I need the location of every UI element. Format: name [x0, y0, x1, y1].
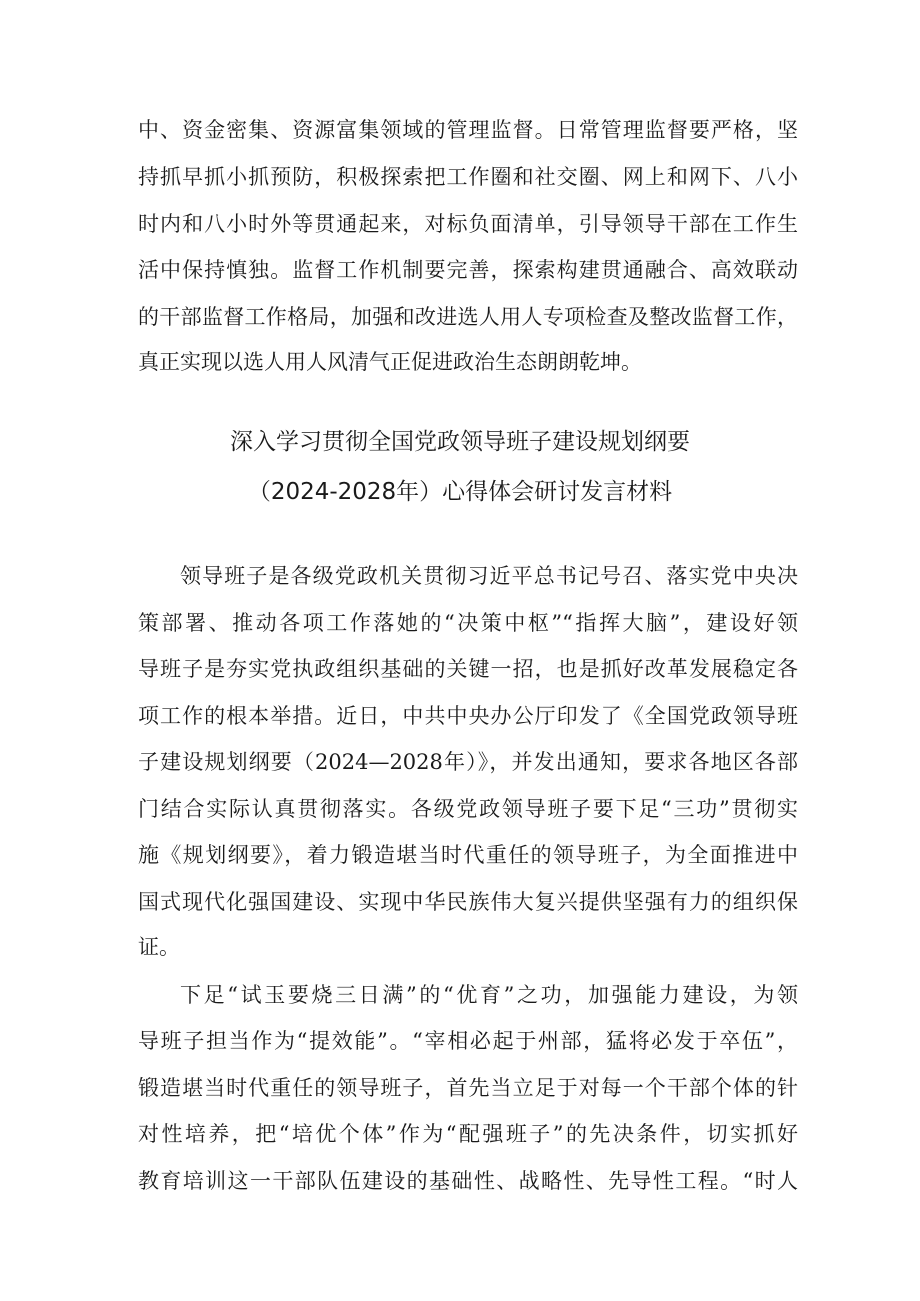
text-line: 持抓早抓小抓预防，积极探索把工作圈和社交圈、网上和网下、八小 [138, 165, 798, 189]
text-line: 对性培养，把“培优个体”作为“配强班子”的先决条件，切实抓好 [138, 1122, 798, 1146]
text-line: 导班子是夯实党执政组织基础的关键一招，也是抓好改革发展稳定各 [138, 657, 798, 681]
text-line: 锻造堪当时代重任的领导班子，首先当立足于对每一个干部个体的针 [138, 1076, 798, 1100]
text-line: 策部署、推动各项工作落她的“决策中枢”“指挥大脑”，建设好领 [138, 611, 798, 635]
text-line: 施《规划纲要》，着力锻造堪当时代重任的领导班子，为全面推进中 [138, 843, 798, 867]
text-line: 门结合实际认真贯彻落实。各级党政领导班子要下足“三功”贯彻实 [138, 797, 798, 821]
text-line: 的干部监督工作格局，加强和改进选人用人专项检查及整改监督工作， [138, 305, 798, 329]
text-line: 国式现代化强国建设、实现中华民族伟大复兴提供坚强有力的组织保 [138, 890, 798, 914]
text-line: 中、资金密集、资源富集领域的管理监督。日常管理监督要严格，坚 [138, 118, 798, 142]
text-line: 下足“试玉要烧三日满”的“优育”之功，加强能力建设，为领 [180, 983, 798, 1007]
text-line: 时内和八小时外等贯通起来，对标负面清单，引导领导干部在工作生 [138, 212, 798, 236]
text-line: 证。 [138, 935, 180, 959]
text-line: 真正实现以选人用人风清气正促进政治生态朗朗乾坤。 [138, 350, 642, 374]
text-line: 活中保持慎独。监督工作机制要完善，探索构建贯通融合、高效联动 [138, 258, 798, 282]
text-line: 导班子担当作为“提效能”。“宰相必起于州部，猛将必发于卒伍”， [138, 1029, 798, 1053]
text-line: 教育培训这一干部队伍建设的基础性、战略性、先导性工程。“时人 [138, 1169, 798, 1193]
text-line: 领导班子是各级党政机关贯彻习近平总书记号召、落实党中央决 [180, 564, 798, 588]
title-line-1: 深入学习贯彻全国党政领导班子建设规划纲要 [230, 429, 690, 455]
text-line: 项工作的根本举措。近日，中共中央办公厅印发了《全国党政领导班 [138, 704, 798, 728]
text-line: 子建设规划纲要（2024—2028年）》，并发出通知，要求各地区各部 [138, 750, 798, 774]
title-line-2: （2024-2028年）心得体会研讨发言材料 [247, 479, 673, 505]
